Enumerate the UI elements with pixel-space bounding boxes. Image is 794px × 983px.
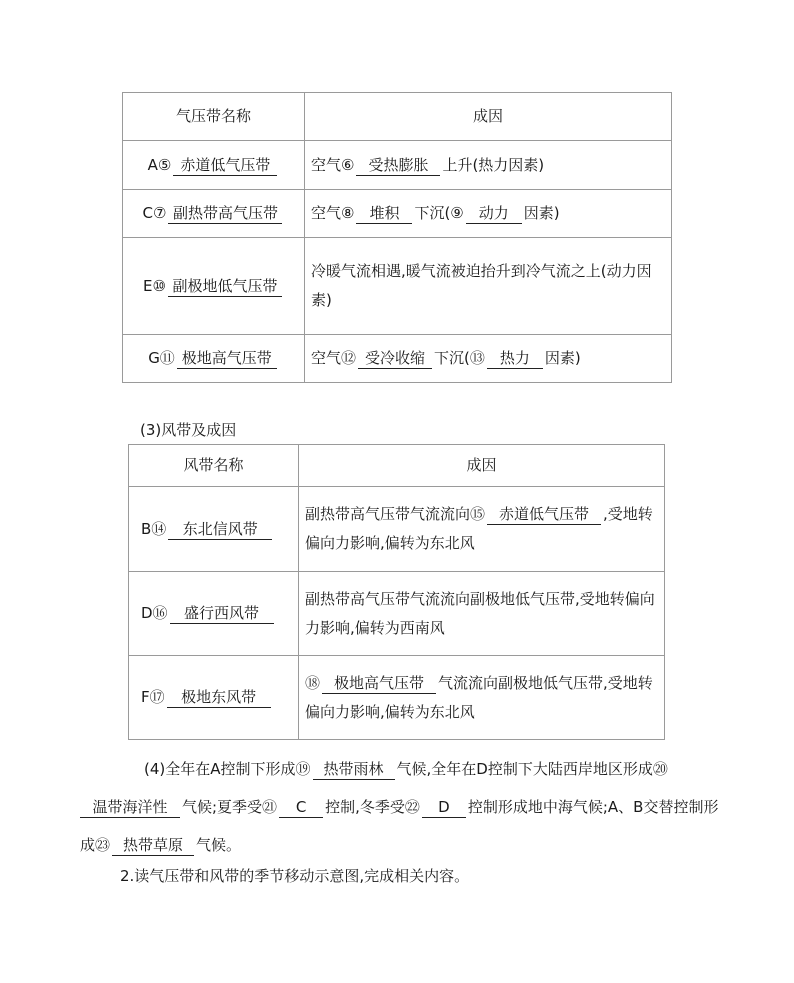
belt-name-cell bbox=[123, 238, 305, 335]
cause-cell bbox=[305, 335, 672, 383]
cause-text: 下沉(⑬ bbox=[434, 349, 485, 367]
table-header-row bbox=[129, 445, 665, 487]
cause-text: 下沉(⑨ bbox=[414, 204, 464, 222]
table-row bbox=[129, 487, 665, 572]
cause-cell bbox=[299, 487, 665, 572]
header-cause: 成因 bbox=[305, 93, 672, 141]
cause-text: 空气⑥ bbox=[311, 155, 355, 174]
paragraph-text: 成㉓ bbox=[80, 836, 111, 854]
wind-prefix: D⑯ bbox=[141, 604, 168, 622]
answer-blank: 受冷收缩 bbox=[358, 348, 432, 369]
paragraph-text: 控制形成地中海气候;A、B交替控制形 bbox=[467, 798, 719, 816]
answer-blank: C bbox=[279, 797, 323, 818]
answer-blank: 东北信风带 bbox=[168, 519, 272, 540]
cause-text: ,受地转偏向力影响,偏转为东北风 bbox=[305, 505, 653, 552]
paragraph-text: (4)全年在A控制下形成⑲ bbox=[144, 760, 311, 778]
paragraph-text: 气候;夏季受㉑ bbox=[182, 798, 278, 816]
cause-cell: 副热带高气压带气流流向副极地低气压带,受地转偏向力影响,偏转为西南风 bbox=[299, 572, 665, 656]
header-wind-name: 风带名称 bbox=[129, 445, 299, 487]
paragraph-text: 气候,全年在D控制下大陆西岸地区形成⑳ bbox=[396, 760, 668, 778]
belt-prefix: A⑤ bbox=[147, 155, 172, 174]
pressure-belt-table bbox=[122, 92, 672, 383]
cause-text: 因素) bbox=[544, 349, 581, 367]
cause-text: 气流流向副极地低气压带,受地转偏向力影响,偏转为东北风 bbox=[305, 673, 653, 721]
cause-text: ⑱ bbox=[305, 673, 321, 692]
answer-blank: 极地高气压带 bbox=[322, 673, 436, 694]
answer-blank: 副极地低气压带 bbox=[168, 276, 282, 297]
answer-blank: 温带海洋性 bbox=[80, 797, 180, 818]
belt-prefix: E⑩ bbox=[143, 276, 166, 295]
answer-blank: 热带雨林 bbox=[313, 759, 395, 780]
cause-cell bbox=[299, 656, 665, 740]
paragraph-text: 气候。 bbox=[196, 836, 242, 854]
answer-blank: 极地东风带 bbox=[167, 687, 271, 708]
cause-text: 因素) bbox=[523, 204, 560, 222]
belt-name-cell bbox=[123, 141, 305, 190]
wind-name-cell bbox=[129, 487, 299, 572]
cause-cell: 冷暖气流相遇,暖气流被迫抬升到冷气流之上(动力因素) bbox=[305, 238, 672, 335]
wind-prefix: F⑰ bbox=[141, 688, 165, 706]
header-cause: 成因 bbox=[299, 445, 665, 487]
cause-text: 上升(热力因素) bbox=[442, 155, 545, 174]
belt-name-cell bbox=[123, 190, 305, 238]
table-row bbox=[129, 572, 665, 656]
answer-blank: 副热带高气压带 bbox=[168, 203, 282, 224]
wind-name-cell bbox=[129, 572, 299, 656]
answer-blank: D bbox=[422, 797, 466, 818]
header-belt-name: 气压带名称 bbox=[123, 93, 305, 141]
answer-blank: 极地高气压带 bbox=[177, 348, 277, 369]
answer-blank: 赤道低气压带 bbox=[487, 504, 601, 525]
table-row bbox=[129, 656, 665, 740]
question-2: 2.读气压带和风带的季节移动示意图,完成相关内容。 bbox=[120, 867, 470, 885]
section-3-title: (3)风带及成因 bbox=[140, 421, 237, 439]
cause-cell bbox=[305, 141, 672, 190]
cause-text: 空气⑧ bbox=[311, 204, 355, 222]
answer-blank: 热带草原 bbox=[112, 835, 194, 856]
answer-blank: 盛行西风带 bbox=[170, 603, 274, 624]
answer-blank: 热力 bbox=[487, 348, 543, 369]
belt-prefix: C⑦ bbox=[142, 204, 167, 222]
answer-blank: 堆积 bbox=[356, 203, 412, 224]
table-row bbox=[123, 238, 672, 335]
belt-prefix: G⑪ bbox=[148, 349, 175, 367]
wind-belt-table bbox=[128, 444, 665, 740]
answer-blank: 赤道低气压带 bbox=[173, 155, 277, 176]
belt-name-cell bbox=[123, 335, 305, 383]
section-4-paragraph bbox=[80, 750, 720, 864]
wind-prefix: B⑭ bbox=[141, 519, 167, 538]
paragraph-text: 控制,冬季受㉒ bbox=[325, 798, 420, 816]
cause-text: 空气⑫ bbox=[311, 349, 357, 367]
cause-cell bbox=[305, 190, 672, 238]
table-row bbox=[123, 141, 672, 190]
answer-blank: 受热膨胀 bbox=[356, 155, 440, 176]
table-row bbox=[123, 335, 672, 383]
cause-text: 副热带高气压带气流流向⑮ bbox=[305, 505, 486, 523]
table-row bbox=[123, 190, 672, 238]
table-header-row bbox=[123, 93, 672, 141]
wind-name-cell bbox=[129, 656, 299, 740]
answer-blank: 动力 bbox=[466, 203, 522, 224]
